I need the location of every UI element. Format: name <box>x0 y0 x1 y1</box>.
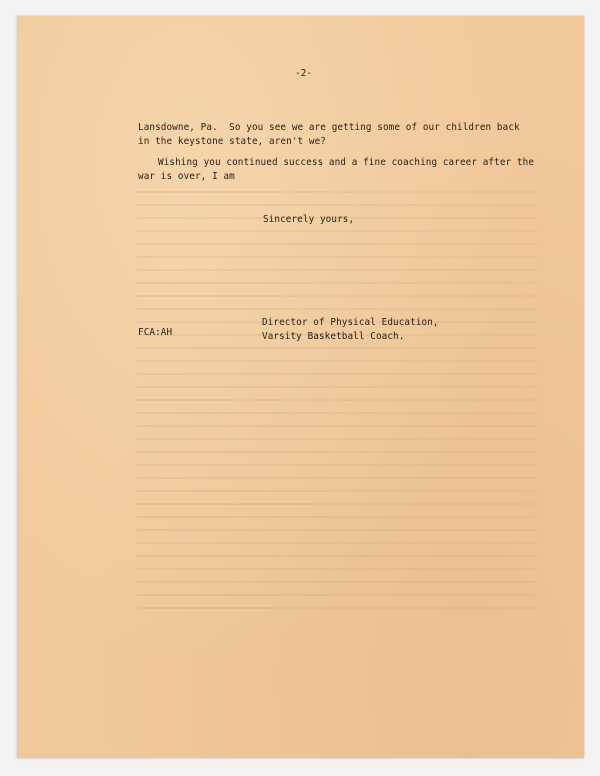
paragraph-line: Lansdowne, Pa. So you see we are getting some of our children back <box>138 122 520 133</box>
reference-initials: FCA:AH <box>138 327 173 338</box>
signer-title-line: Varsity Basketball Coach. <box>262 331 405 342</box>
signer-title-line: Director of Physical Education, <box>262 317 439 328</box>
page-number: -2- <box>295 68 313 79</box>
paragraph-line: in the keystone state, aren't we? <box>138 136 327 147</box>
closing-salutation: Sincerely yours, <box>263 214 355 225</box>
paragraph-line: Wishing you continued success and a fine coaching career after the <box>158 157 535 168</box>
bleed-through-texture <box>137 191 537 611</box>
paragraph-line: war is over, I am <box>138 171 235 182</box>
